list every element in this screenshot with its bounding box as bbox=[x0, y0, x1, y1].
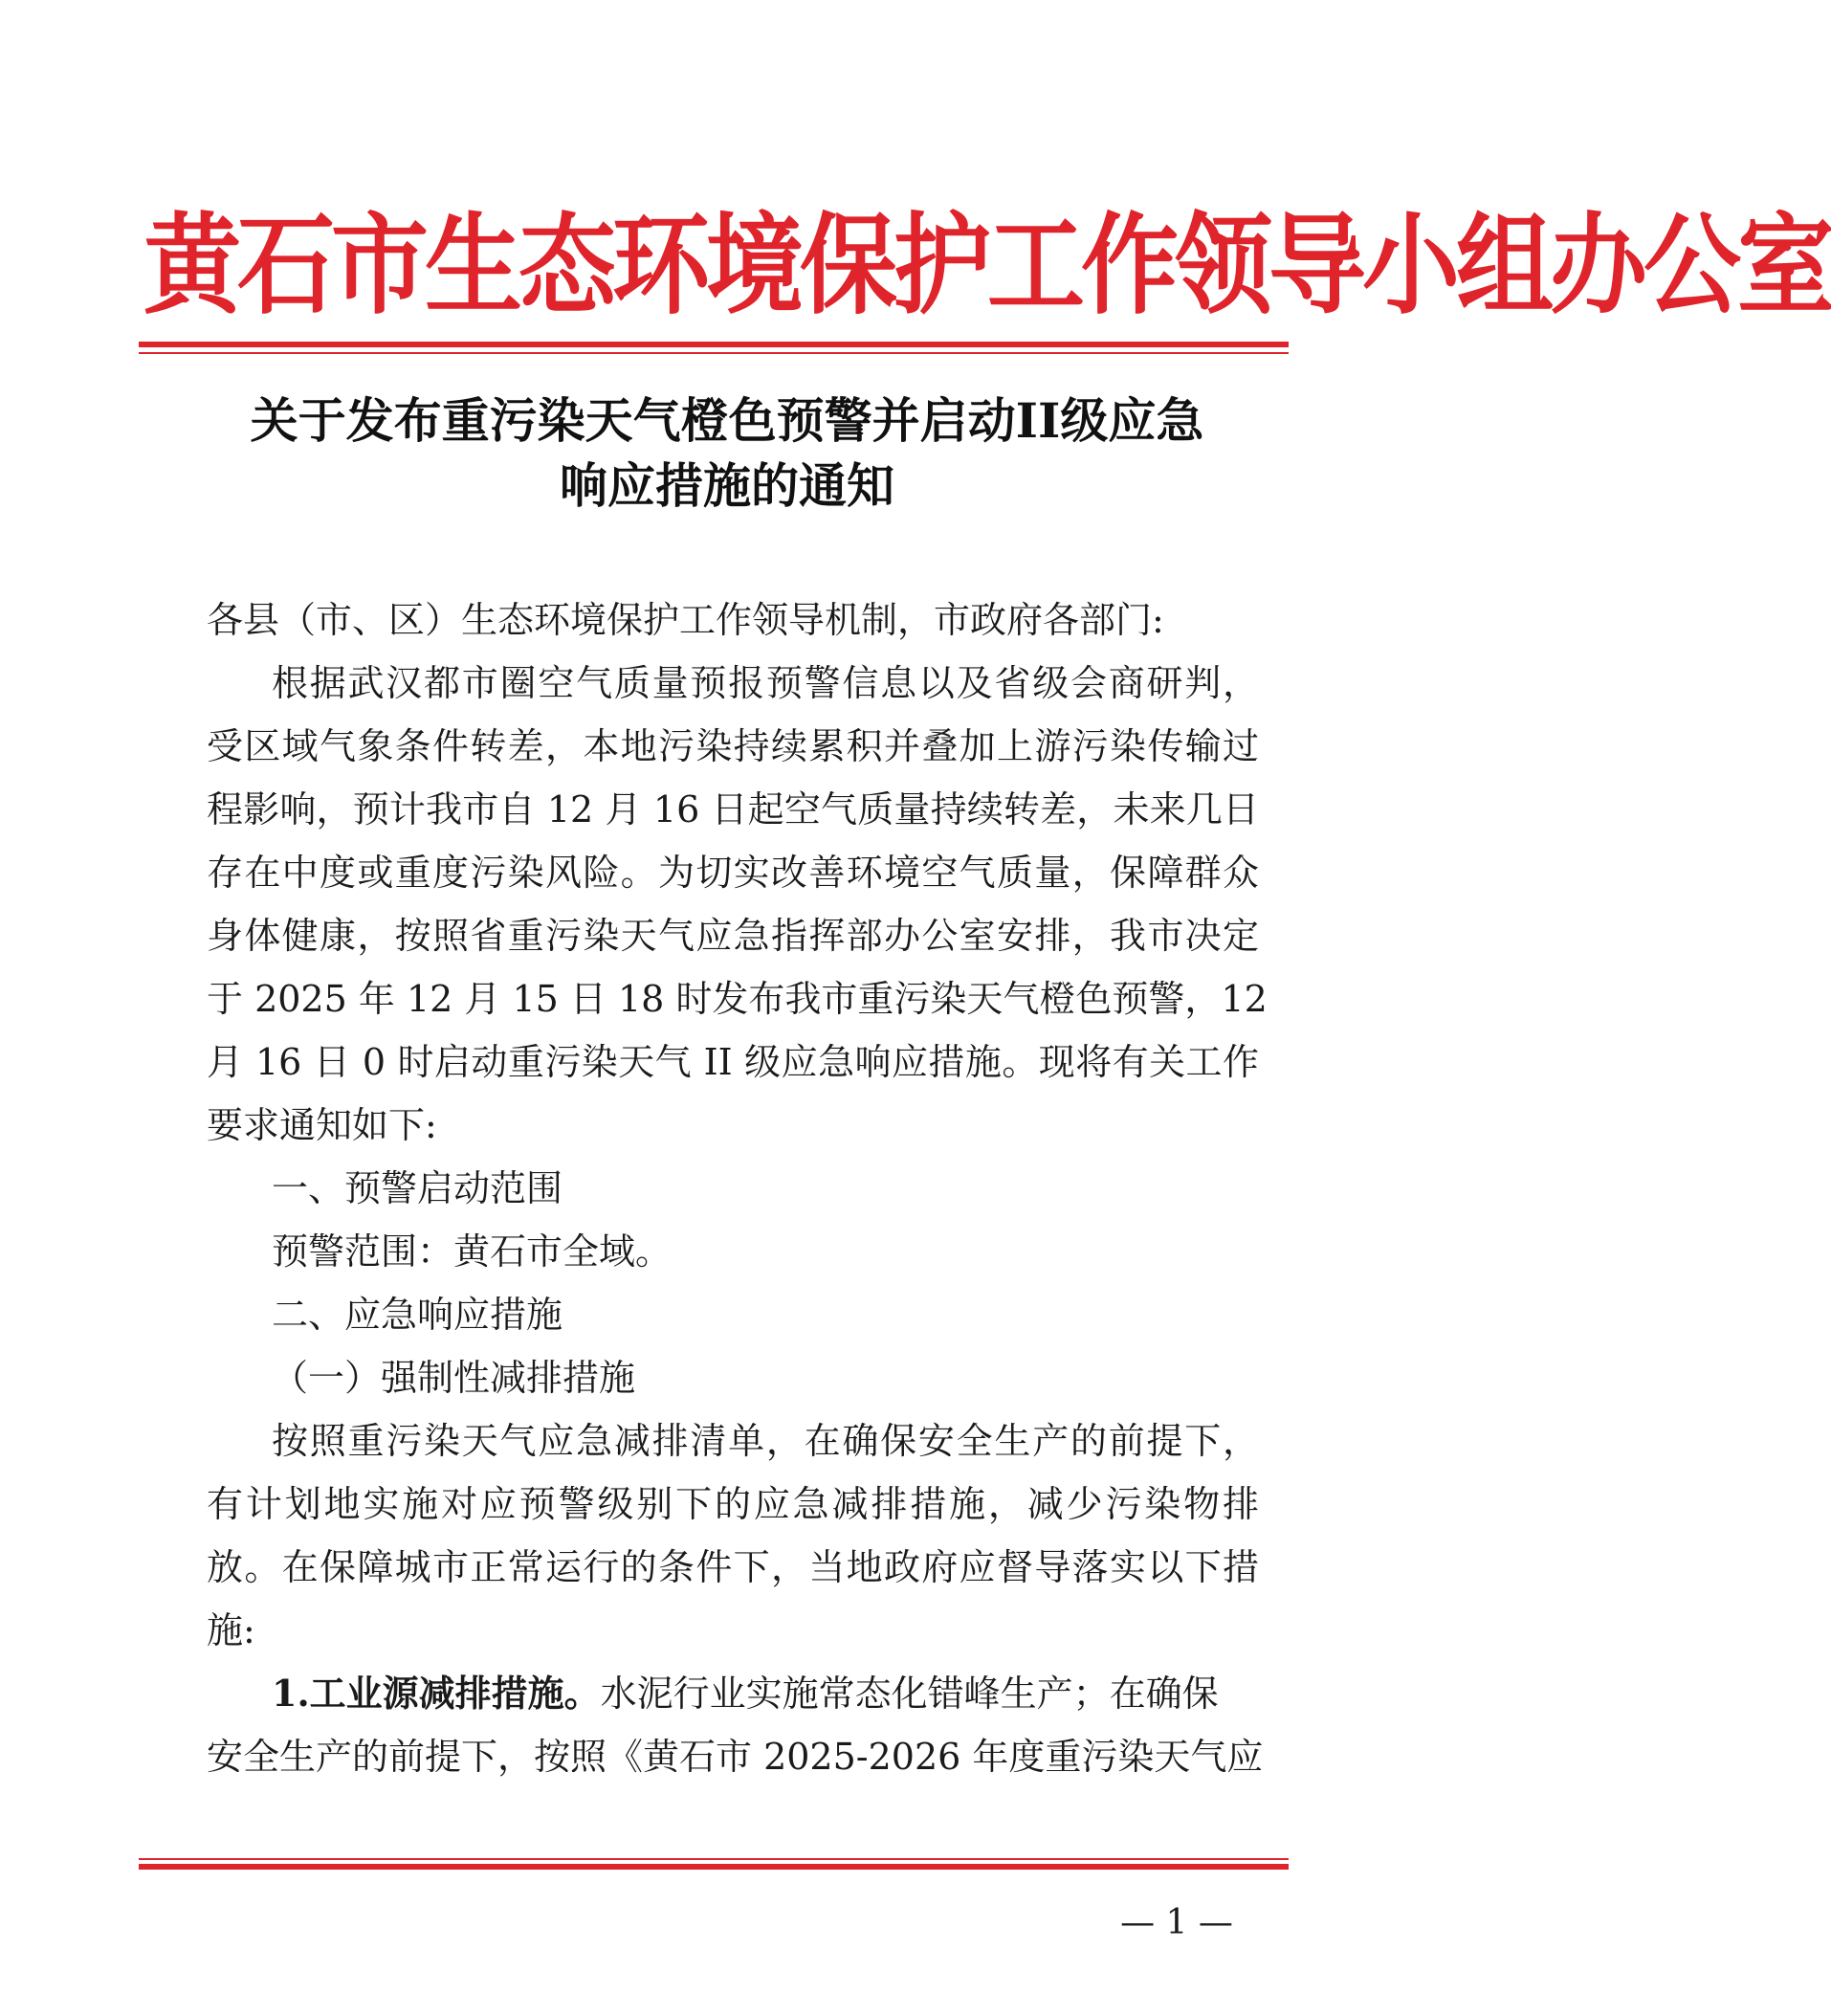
section-1-heading: 一、预警启动范围 bbox=[272, 1167, 563, 1209]
paragraph-1-line-4: 存在中度或重度污染风险。为切实改善环境空气质量，保障群众 bbox=[207, 852, 1259, 894]
paragraph-1-line-3: 程影响，预计我市自 12 月 16 日起空气质量持续转差，未来几日 bbox=[207, 788, 1259, 831]
footer-rule-thick bbox=[139, 1864, 1289, 1870]
paragraph-2-line-1: 按照重污染天气应急减排清单，在确保安全生产的前提下， bbox=[272, 1420, 1259, 1462]
paragraph-1-line-2: 受区域气象条件转差，本地污染持续累积并叠加上游污染传输过 bbox=[207, 725, 1259, 767]
item-1-line-1 bbox=[272, 1669, 1259, 1718]
paragraph-2-line-3: 放。在保障城市正常运行的条件下，当地政府应督导落实以下措 bbox=[207, 1546, 1259, 1588]
paragraph-1-line-8: 要求通知如下: bbox=[207, 1104, 437, 1146]
paragraph-2-line-2: 有计划地实施对应预警级别下的应急减排措施，减少污染物排 bbox=[207, 1483, 1259, 1525]
paragraph-2-line-4: 施: bbox=[207, 1609, 255, 1651]
header-rule-thick bbox=[139, 342, 1289, 347]
item-1-line-2: 安全生产的前提下，按照《黄石市 2025-2026 年度重污染天气应 bbox=[207, 1736, 1264, 1778]
section-2-heading: 二、应急响应措施 bbox=[272, 1294, 563, 1336]
paragraph-1-line-5: 身体健康，按照省重污染天气应急指挥部办公室安排，我市决定 bbox=[207, 915, 1259, 957]
page-number: — 1 — bbox=[1120, 1903, 1233, 1942]
document-title-line-1: 关于发布重污染天气橙色预警并启动II级应急 bbox=[250, 392, 1204, 449]
subsection-1-heading: （一）强制性减排措施 bbox=[272, 1357, 636, 1399]
header-rule-thin bbox=[139, 352, 1289, 354]
issuer-masthead: 黄石市生态环境保护工作领导小组办公室 bbox=[143, 201, 1831, 330]
paragraph-1-line-1: 根据武汉都市圈空气质量预报预警信息以及省级会商研判， bbox=[272, 662, 1259, 704]
paragraph-1-line-6: 于 2025 年 12 月 15 日 18 时发布我市重污染天气橙色预警，12 bbox=[207, 978, 1268, 1020]
footer-rule-thin bbox=[139, 1858, 1289, 1860]
item-1-label: 1.工业源减排措施。 bbox=[272, 1672, 601, 1715]
item-1-line-1-text: 水泥行业实施常态化错峰生产；在确保 bbox=[600, 1673, 1219, 1715]
salutation: 各县（市、区）生态环境保护工作领导机制，市政府各部门: bbox=[207, 599, 1164, 641]
section-1-text: 预警范围：黄石市全域。 bbox=[272, 1230, 673, 1273]
paragraph-1-line-7: 月 16 日 0 时启动重污染天气 II 级应急响应措施。现将有关工作 bbox=[207, 1041, 1259, 1083]
document-title-line-2: 响应措施的通知 bbox=[560, 457, 894, 514]
